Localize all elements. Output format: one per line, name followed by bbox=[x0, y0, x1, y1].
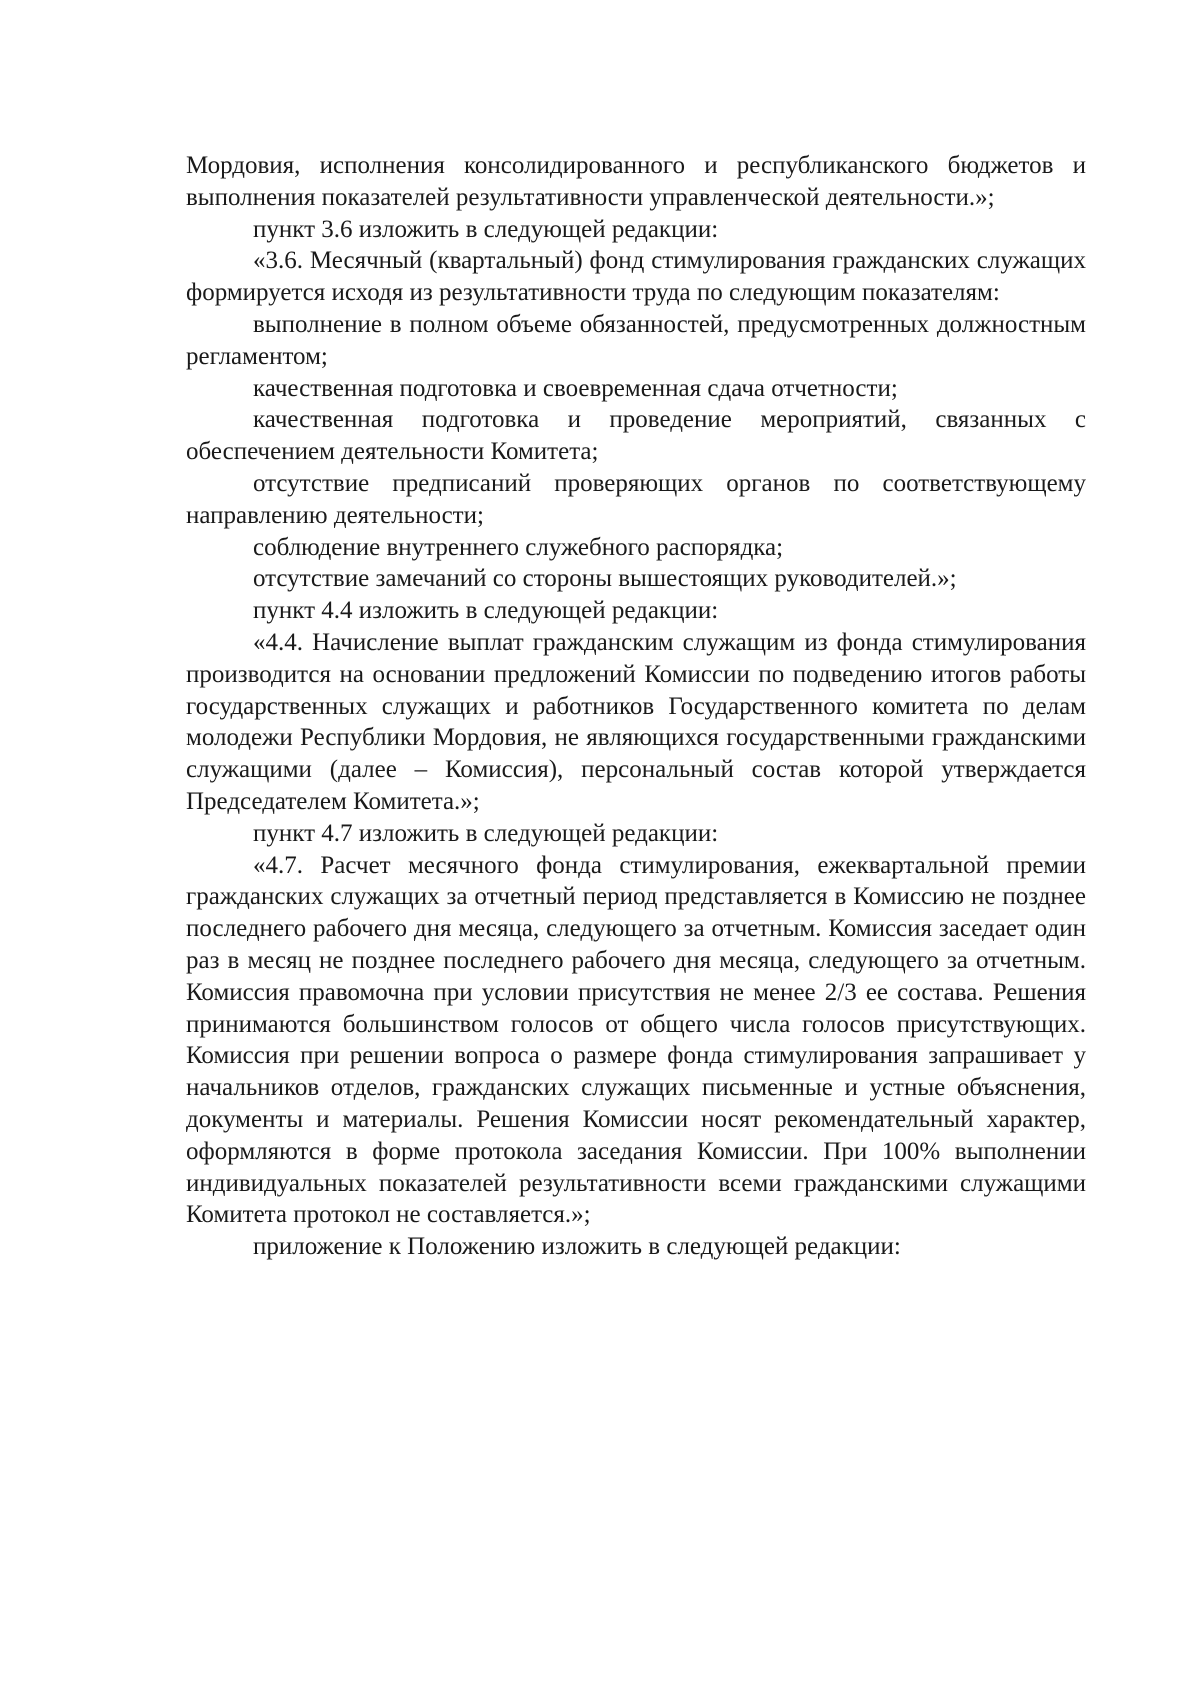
paragraph-amend-4-7-intro: пункт 4.7 изложить в следующей редакции: bbox=[253, 819, 719, 847]
paragraph-4-7: «4.7. Расчет месячного фонда стимулирования, ежеквартальной премии гражданских служащих за отчетный период представляется в Комиссию не позднее последнего рабочего дня месяца, следующего за отчетным. Комиссия заседает один раз в месяц не позднее последнего рабочего дня месяца, следующего за отчетным. Комиссия правомочна при условии присутствия не менее 2/3 ее состава. Решения принимаются большинством голосов от общего числа голосов присутствующих. Комиссия при решении вопроса о размере фонда стимулирования запрашивает у начальников отделов, гражданских служащих письменные и устные объяснения, документы и материалы. Решения Комиссии носят рекомендательный характер, оформляются в форме протокола заседания Комиссии. При 100% выполнении индивидуальных показателей результативности всеми гражданскими служащими Комитета протокол не составляется.»; bbox=[186, 851, 1086, 1229]
paragraph-4-4: «4.4. Начисление выплат гражданским служащим из фонда стимулирования производится на основании предложений Комиссии по подведению итогов работы государственных служащих и работников Государственного комитета по делам молодежи Республики Мордовия, не являющихся государственными гражданскими служащими (далее – Комиссия), персональный состав которой утверждается Председателем Комитета.»; bbox=[186, 628, 1086, 815]
paragraph-indicator-remarks: отсутствие замечаний со стороны вышестоящих руководителей.»; bbox=[253, 565, 957, 593]
paragraph-3-6: «3.6. Месячный (квартальный) фонд стимулирования гражданских служащих формируется исходя из результативности труда по следующим показателям: bbox=[186, 247, 1086, 307]
paragraph-continuation: Мордовия, исполнения консолидированного и республиканского бюджетов и выполнения показателей результативности управленческой деятельности.»; bbox=[186, 152, 1086, 211]
paragraph-indicator-inspections: отсутствие предписаний проверяющих органов по соответствующему направлению деятельности; bbox=[186, 469, 1086, 529]
paragraph-amend-3-6-intro: пункт 3.6 изложить в следующей редакции: bbox=[253, 215, 719, 243]
paragraph-amend-4-4-intro: пункт 4.4 изложить в следующей редакции: bbox=[253, 597, 719, 625]
paragraph-appendix-intro: приложение к Положению изложить в следующей редакции: bbox=[253, 1233, 901, 1261]
paragraph-indicator-events: качественная подготовка и проведение мероприятий, связанных с обеспечением деятельности Комитета; bbox=[186, 406, 1086, 466]
paragraph-indicator-routine: соблюдение внутреннего служебного распорядка; bbox=[253, 533, 784, 561]
paragraph-indicator-reporting: качественная подготовка и своевременная сдача отчетности; bbox=[253, 374, 898, 402]
paragraph-indicator-duties: выполнение в полном объеме обязанностей, предусмотренных должностным регламентом; bbox=[186, 310, 1086, 370]
document-body bbox=[186, 150, 1086, 1263]
